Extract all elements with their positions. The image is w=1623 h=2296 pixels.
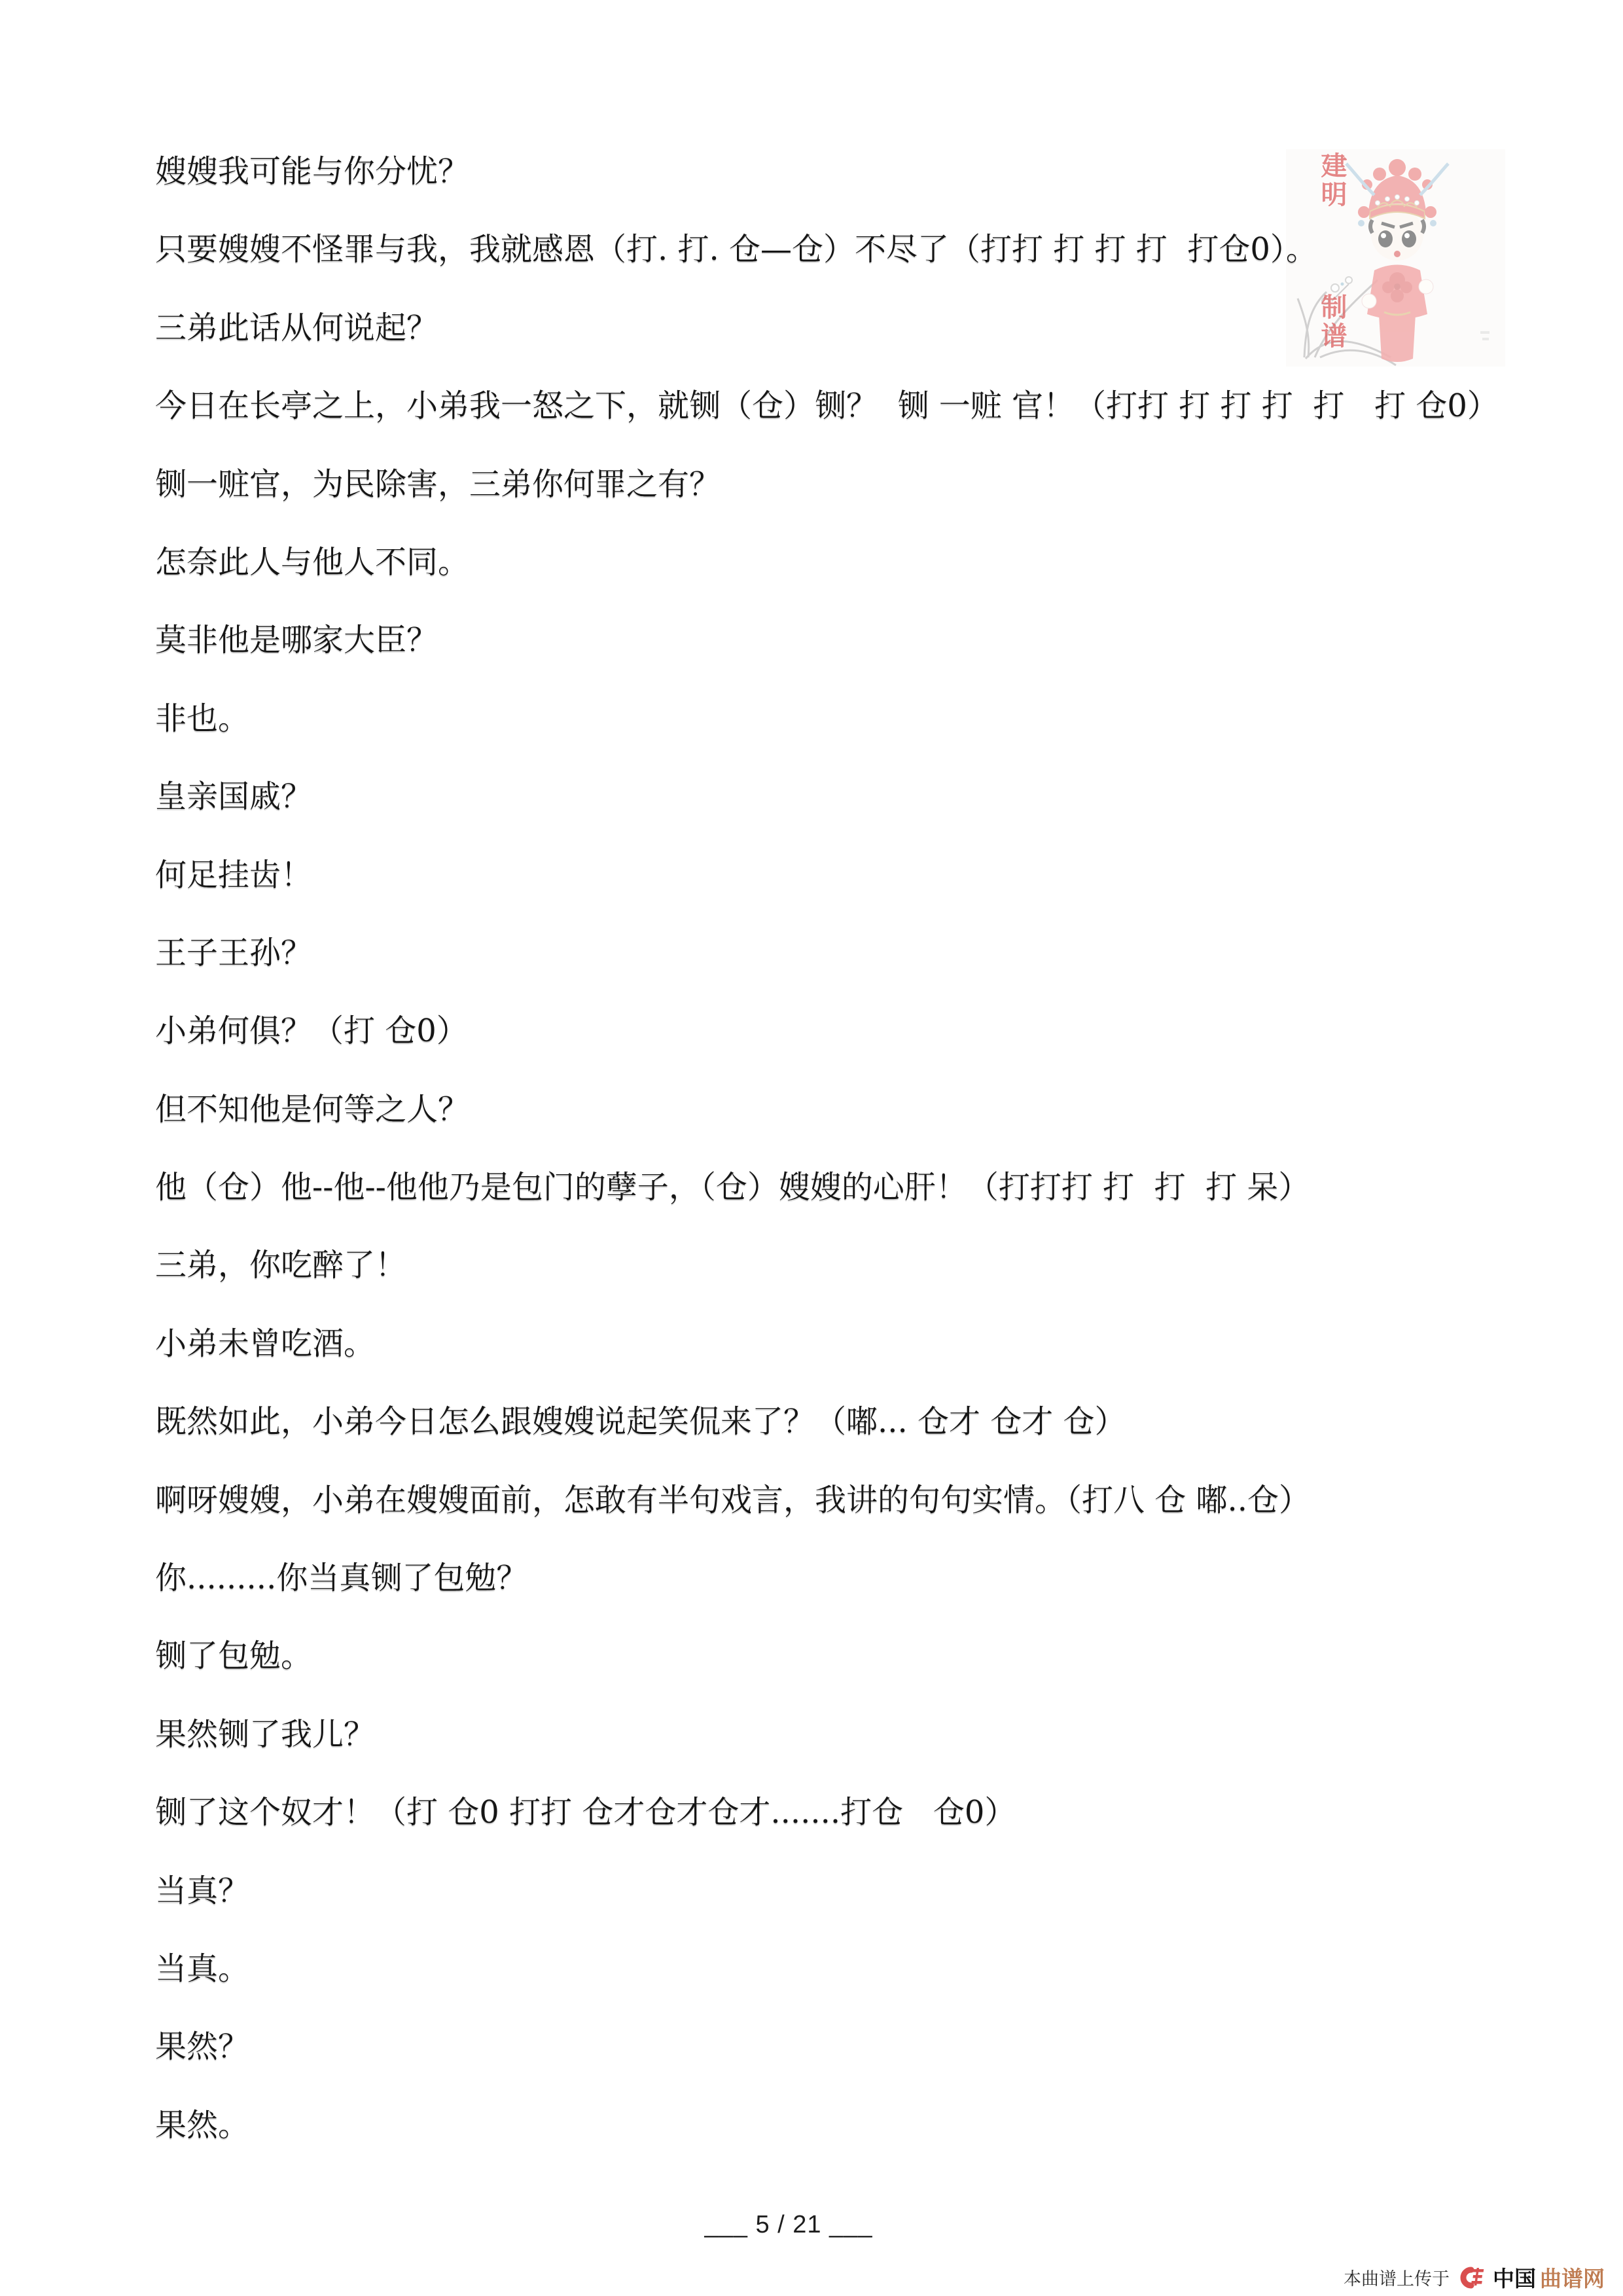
script-line: 铡一赃官，为民除害，三弟你何罪之有？ (155, 465, 721, 503)
watermark-caption-line2: 制谱 (1317, 293, 1347, 351)
script-line: 今日在长亭之上，小弟我一怒之下，就铡（仓）铡？ 铡 一赃 官！（打打 打 打 打 打 打 仓0） (155, 387, 1499, 425)
footer-credit (1344, 2262, 1605, 2293)
script-line: 只要嫂嫂不怪罪与我，我就感恩（打. 打. 仓—仓）不尽了（打打 打 打 打 打仓0）。 (155, 231, 1317, 268)
script-line: 小弟未曾吃酒。 (155, 1325, 376, 1362)
script-line: 莫非他是哪家大臣？ (155, 622, 438, 659)
script-line: 嫂嫂我可能与你分忧？ (155, 153, 470, 190)
footer-brand-black: 中国 (1493, 2266, 1536, 2291)
script-line: 你.........你当真铡了包勉？ (155, 1560, 528, 1597)
script-line: 三弟此话从何说起？ (155, 309, 438, 346)
script-line: 王子王孙？ (155, 934, 313, 971)
script-line: 啊呀嫂嫂，小弟在嫂嫂面前，怎敢有半句戏言，我讲的句句实情。（打八 仓 嘟..仓） (155, 1481, 1311, 1518)
script-line: 果然铡了我儿？ (155, 1715, 376, 1753)
script-line: 既然如此，小弟今日怎么跟嫂嫂说起笑侃来了？（嘟... 仓才 仓才 仓） (155, 1403, 1126, 1441)
script-line: 果然。 (155, 2106, 250, 2144)
script-line: 非也。 (155, 700, 250, 737)
script-line: 但不知他是何等之人？ (155, 1090, 470, 1128)
script-line: 当真？ (155, 1872, 250, 1909)
watermark-caption-line1: 建明 (1317, 152, 1347, 209)
script-line: 他（仓）他--他--他他乃是包门的孽子，（仓）嫂嫂的心肝！（打打打 打 打 打 呆） (155, 1169, 1310, 1206)
script-line: 果然？ (155, 2028, 250, 2066)
qupuwang-logo-icon (1457, 2266, 1485, 2289)
script-line: 皇亲国戚？ (155, 778, 313, 816)
script-line: 怎奈此人与他人不同。 (155, 543, 470, 581)
script-line: 当真。 (155, 1950, 250, 1987)
page-number: ___ 5 / 21 ___ (704, 2211, 873, 2238)
script-line: 何足挂齿！ (155, 856, 313, 893)
footer-brand (1493, 2262, 1605, 2293)
script-line: 铡了这个奴才！（打 仓0 打打 仓才仓才仓才.......打仓 仓0） (155, 1794, 1016, 1831)
script-lines (155, 133, 1564, 2164)
footer-credit-prefix: 本曲谱上传于 (1344, 2269, 1450, 2289)
script-line: 小弟何俱？（打 仓0） (155, 1013, 468, 1050)
script-line: 三弟，你吃醉了！ (155, 1247, 407, 1284)
script-line: 铡了包勉。 (155, 1638, 313, 1675)
footer-brand-colored: 曲谱网 (1540, 2266, 1605, 2291)
